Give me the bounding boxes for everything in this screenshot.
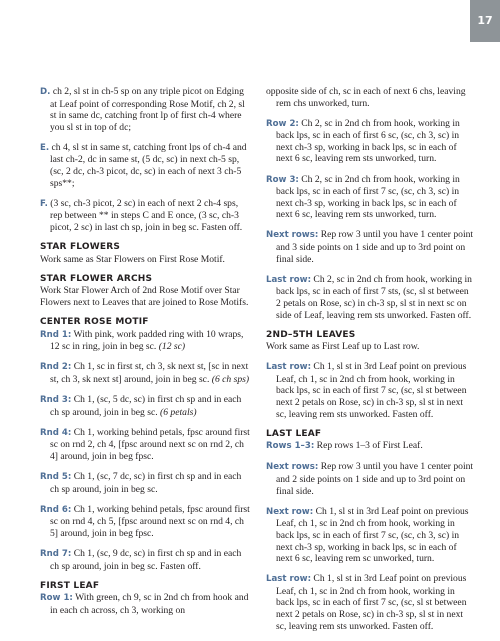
row-text: Ch 2, sc in 2nd ch from hook, working in back lps, sc in each of first 6 sc, (sc, ch 3, sc) in next ch-3 sp, working in back lps, sc in each of next 6 sc, leaving rem sts unworked, turn. xyxy=(276,117,460,165)
next-row xyxy=(266,506,474,565)
round-label: Rnd 7: xyxy=(40,548,72,559)
round-text: Ch 1, (sc, 9 dc, sc) in first ch sp and in each ch sp around, join in beg sc. Fasten off. xyxy=(50,547,242,572)
row-text: Rep rows 1–3 of First Leaf. xyxy=(316,440,423,452)
star-flower-arcs-section xyxy=(40,274,251,309)
section-heading: STAR FLOWERS xyxy=(40,242,121,253)
row-text: Ch 2, sc in 2nd ch from hook, working in back lps, sc in each of first 7 sts, (sc, sl st between 2 petals on Rose, sc) in ch-3 sp, sl st in next sc on side of Leaf, leaving rem sts unworked. Fasten off. xyxy=(276,273,472,321)
step-text: ch 2, sl st in ch-5 sp on any triple picot on Edging at Leaf point of corresponding Rose Motif, ch 2, sl st in same dc, catching front lp of first ch-4 where you sl st in top of dc; xyxy=(50,86,245,133)
next-rows xyxy=(266,229,474,265)
section-text: Work Star Flower Arch of 2nd Rose Motif over Star Flowers next to Leaves that are joined to Rose Motifs. xyxy=(40,285,249,308)
section-heading: LAST LEAF xyxy=(266,428,322,439)
round-1 xyxy=(40,329,251,353)
round-text: Ch 1, (sc, 5 dc, sc) in first ch sp and in each ch sp around, join in beg sc. xyxy=(50,393,242,418)
round-text: Ch 1, sc in first st, ch 3, sk next st, [sc in next st, ch 3, sk next st] around, join in beg sc. xyxy=(50,361,249,385)
round-count: (6 ch sps) xyxy=(211,373,250,385)
row-text: With green, ch 9, sc in 2nd ch from hook and in each ch across, ch 3, working on xyxy=(50,592,249,616)
last-row xyxy=(266,573,474,632)
row-1-continued: opposite side of ch, sc in each of next 6 chs, leaving rem chs unworked, turn. xyxy=(266,86,466,109)
row-label: Next row: xyxy=(266,506,314,517)
step-label: D. xyxy=(40,87,51,97)
row-text: Rep row 3 until you have 1 center point and 3 side points on 1 side and up to 3rd point on final side. xyxy=(276,229,474,265)
round-label: Rnd 3: xyxy=(40,394,72,405)
round-count: (6 petals) xyxy=(160,406,197,418)
step-f xyxy=(40,198,251,234)
round-label: Rnd 6: xyxy=(40,504,72,515)
row-label: Row 2: xyxy=(266,118,299,129)
round-text: Ch 1, working behind petals, fpsc around first sc on rnd 2, ch 4, [fpsc around next sc on rnd 2, ch 4] around, join in beg fpsc. xyxy=(50,426,250,462)
section-heading: CENTER ROSE MOTIF xyxy=(40,317,149,327)
row-label: Rows 1–3: xyxy=(266,441,315,452)
row-text: Ch 1, sl st in 3rd Leaf point on previous Leaf, ch 1, sc in 2nd ch from hook, working in back lps, sc in each of first 7 sc, (sc, sl st between next 2 petals on Rose, sc) in ch-3 sp, sl st in next sc, leaving rem sts unworked. Fasten off. xyxy=(276,361,467,420)
round-count: (12 sc) xyxy=(158,341,186,353)
section-text: Work same as First Leaf up to Last row. xyxy=(266,341,420,353)
round-2 xyxy=(40,361,251,385)
section-heading: 2ND–5TH LEAVES xyxy=(266,329,356,340)
star-flowers-section xyxy=(40,242,251,265)
step-text: (3 sc, ch-3 picot, 2 sc) in each of next 2 ch-4 sps, rep between ** in steps C and E once, (3 sc, ch-3 picot, 2 sc) in last ch sp, join in beg sc. Fasten off. xyxy=(50,197,243,233)
left-column xyxy=(40,86,251,625)
row-text: Ch 2, sc in 2nd ch from hook, working in back lps, sc in each of first 7 sc, (sc, ch 3, sc) in next ch-3 sp, working in back lps, sc in each of next 6 sc, leaving rem sts unworked, turn. xyxy=(276,173,460,221)
round-text: Ch 1, working behind petals, fpsc around first sc on rnd 4, ch 5, [fpsc around next sc on rnd 4, ch 5] around, join in beg fpsc. xyxy=(50,503,250,539)
round-text: Ch 1, (sc, 7 dc, sc) in first ch sp and in each ch sp around, join in beg sc. xyxy=(50,470,242,495)
step-e xyxy=(40,142,251,189)
rows-1-3 xyxy=(266,440,474,453)
row-label: Last row: xyxy=(266,274,312,285)
row-2 xyxy=(266,118,474,165)
row-3 xyxy=(266,174,474,221)
round-4 xyxy=(40,427,251,463)
last-leaf-section xyxy=(266,429,474,453)
round-5 xyxy=(40,471,251,495)
step-d xyxy=(40,86,251,133)
row-label: Next rows: xyxy=(266,230,319,241)
row-text: Ch 1, sl st in 3rd Leaf point on previous Leaf, ch 1, sc in 2nd ch from hook, working in back lps, sc in each of first 7 sc, (sc, sl st between next 2 petals on Rose, sc) in ch-3 sp, sl st in next sc, leaving rem sts unworked. Fasten off. xyxy=(276,573,467,632)
section-heading: FIRST LEAF xyxy=(40,580,100,591)
section-text: Work same as Star Flowers on First Rose Motif. xyxy=(40,253,225,265)
round-label: Rnd 5: xyxy=(40,471,72,482)
row-label: Row 1: xyxy=(40,593,73,604)
round-6 xyxy=(40,504,251,540)
round-7 xyxy=(40,548,251,572)
right-column xyxy=(266,86,474,641)
last-row xyxy=(266,274,474,321)
leaves-2-5-section xyxy=(266,330,474,353)
round-label: Rnd 1: xyxy=(40,329,72,340)
last-row xyxy=(266,361,474,420)
row-label: Last row: xyxy=(266,362,312,373)
round-text: With pink, work padded ring with 10 wraps, 12 sc in ring, join in beg sc. xyxy=(50,328,244,353)
round-label: Rnd 2: xyxy=(40,362,72,373)
step-label: E. xyxy=(40,142,50,153)
step-label: F. xyxy=(40,198,48,209)
next-rows xyxy=(266,461,474,497)
row-label: Last row: xyxy=(266,574,312,585)
page-number: 17 xyxy=(470,0,500,42)
row-1 xyxy=(40,592,251,616)
round-label: Rnd 4: xyxy=(40,427,72,438)
section-heading: STAR FLOWER ARCHS xyxy=(40,273,153,284)
round-3 xyxy=(40,394,251,418)
row-label: Next rows: xyxy=(266,462,319,473)
row-text: Ch 1, sl st in 3rd Leaf point on previous Leaf, ch 1, sc in 2nd ch from hook, working in back lps, sc in each of first 7 sc, (sc, ch 3, sc) in next ch-3 sp, working in back lps, sc in each of next 6 sc, leaving rem sc unworked, turn. xyxy=(276,505,469,565)
row-label: Row 3: xyxy=(266,174,299,185)
step-text: ch 4, sl st in same st, catching front lps of ch-4 and last ch-2, dc in same st, (5 dc, sc) in next ch-5 sp, (sc, 2 dc, ch-3 picot, dc, sc) in each of next 3 ch-5 sps**; xyxy=(50,141,247,189)
row-text: Rep row 3 until you have 1 center point and 2 side points on 1 side and up to 3rd point on final side. xyxy=(276,461,474,497)
